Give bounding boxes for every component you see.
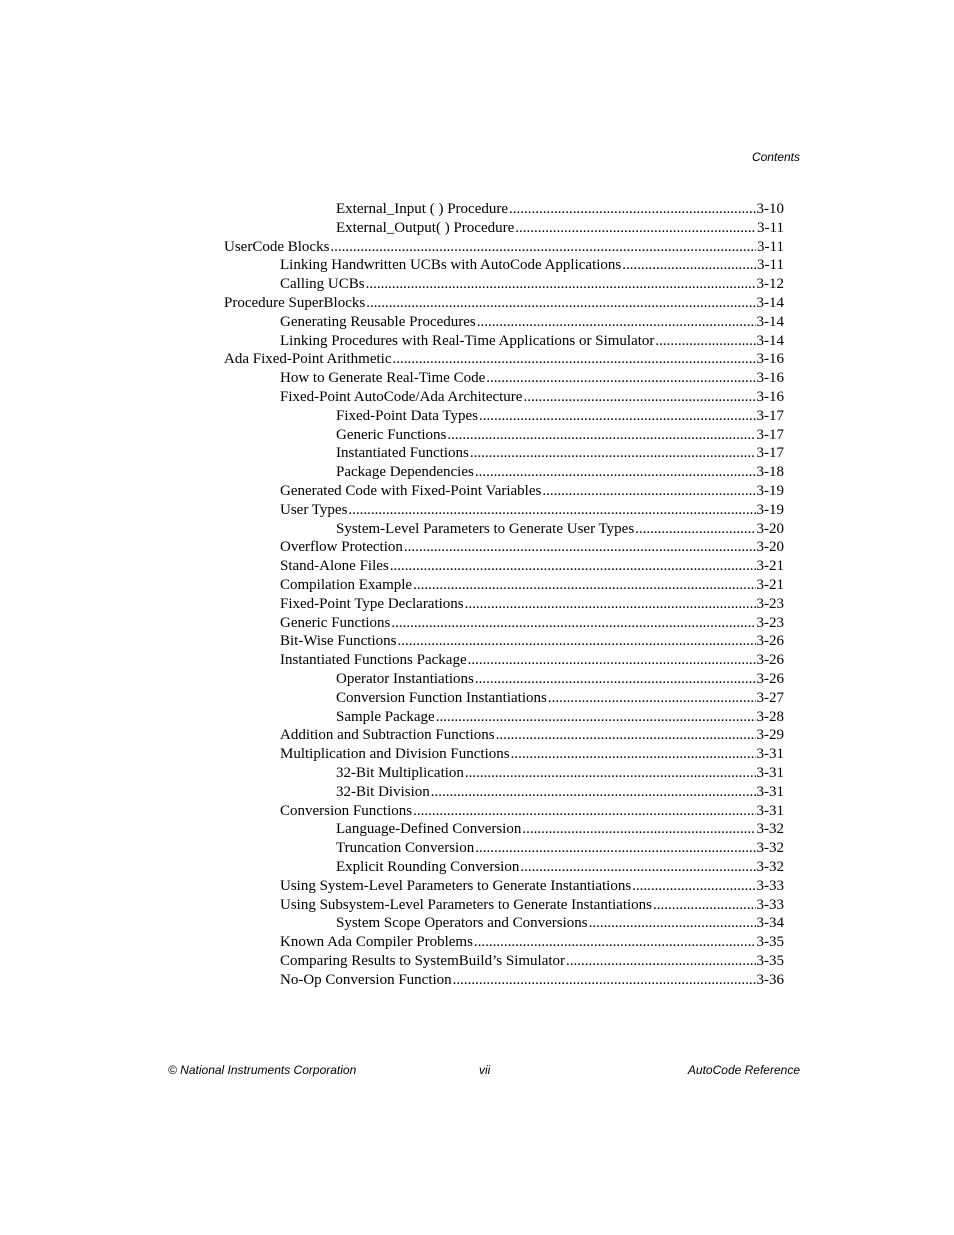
toc-dot-leader: [447, 426, 755, 445]
toc-entry-page: 3-19: [756, 483, 784, 499]
toc-entry[interactable]: [280, 802, 784, 821]
toc-entry-title: Language-Defined Conversion: [336, 821, 522, 838]
toc-entry-title: User Types: [280, 501, 348, 518]
toc-entry-title: Generating Reusable Procedures: [280, 313, 476, 330]
toc-entry-title: Explicit Rounding Conversion: [336, 859, 520, 875]
toc-entry-page: 3-35: [756, 934, 784, 951]
toc-entry-page: 3-31: [756, 783, 784, 800]
toc-entry-title: External_Input ( ) Procedure: [336, 201, 509, 217]
toc-dot-leader: [413, 576, 755, 595]
toc-entry[interactable]: [336, 708, 784, 727]
toc-entry[interactable]: [224, 350, 784, 369]
toc-entry-title: Instantiated Functions Package: [280, 652, 467, 669]
toc-entry-page: 3-11: [757, 219, 784, 236]
toc-entry[interactable]: [280, 651, 784, 670]
toc-dot-leader: [589, 914, 756, 933]
toc-entry-page: 3-26: [756, 633, 784, 650]
toc-entry[interactable]: [280, 632, 784, 651]
toc-entry-title: Compilation Example: [280, 577, 413, 593]
toc-entry[interactable]: [224, 238, 784, 257]
toc-entry-title: Stand-Alone Files: [280, 558, 389, 575]
toc-dot-leader: [465, 595, 756, 614]
toc-entry-page: 3-18: [756, 464, 784, 481]
toc-entry[interactable]: [280, 933, 784, 952]
toc-entry-title: Package Dependencies: [336, 464, 474, 481]
toc-dot-leader: [477, 313, 756, 332]
toc-dot-leader: [522, 820, 755, 839]
toc-dot-leader: [655, 332, 755, 351]
toc-entry[interactable]: [280, 369, 784, 388]
toc-entry[interactable]: [336, 914, 784, 933]
toc-entry-title: Linking Procedures with Real-Time Applications or Simulator: [280, 332, 655, 349]
toc-dot-leader: [465, 764, 756, 783]
toc-entry-page: 3-23: [756, 614, 784, 631]
toc-dot-leader: [391, 614, 755, 633]
toc-dot-leader: [366, 275, 756, 294]
toc-dot-leader: [496, 726, 756, 745]
toc-entry-page: 3-10: [756, 201, 784, 217]
toc-entry-page: 3-17: [756, 407, 784, 424]
toc-entry[interactable]: [336, 764, 784, 783]
toc-entry-page: 3-21: [756, 577, 784, 593]
toc-dot-leader: [431, 783, 756, 802]
toc-entry-title: Procedure SuperBlocks: [224, 295, 366, 311]
toc-dot-leader: [366, 294, 755, 313]
toc-entry[interactable]: [280, 896, 784, 915]
toc-entry[interactable]: [280, 595, 784, 614]
toc-entry-title: Using Subsystem-Level Parameters to Generate Instantiations: [280, 896, 652, 913]
toc-entry-page: 3-33: [756, 896, 784, 913]
toc-entry[interactable]: [336, 444, 784, 463]
toc-dot-leader: [468, 651, 756, 670]
toc-entry[interactable]: [336, 820, 784, 839]
toc-entry-title: Multiplication and Division Functions: [280, 746, 510, 763]
toc-entry-title: Using System-Level Parameters to Generate Instantiations: [280, 877, 632, 894]
toc-entry-page: 3-17: [756, 426, 784, 443]
toc-entry[interactable]: [280, 877, 784, 896]
toc-entry-page: 3-36: [756, 971, 784, 988]
toc-dot-leader: [413, 802, 755, 821]
toc-dot-leader: [475, 670, 756, 689]
toc-entry-title: Generic Functions: [336, 426, 447, 443]
toc-entry[interactable]: [280, 482, 784, 501]
toc-entry-title: Instantiated Functions: [336, 445, 469, 462]
toc-entry[interactable]: [336, 426, 784, 445]
toc-entry-page: 3-23: [756, 595, 784, 612]
toc-entry-page: 3-16: [756, 389, 784, 405]
toc-dot-leader: [653, 896, 756, 915]
toc-entry-page: 3-26: [756, 652, 784, 669]
toc-entry-title: Comparing Results to SystemBuild’s Simulator: [280, 953, 566, 969]
toc-entry[interactable]: [280, 275, 784, 294]
toc-entry[interactable]: [336, 670, 784, 689]
toc-entry[interactable]: [280, 388, 784, 407]
toc-entry[interactable]: [280, 745, 784, 764]
toc-entry[interactable]: [280, 971, 784, 990]
toc-entry-page: 3-34: [756, 915, 784, 932]
toc-entry[interactable]: [336, 200, 784, 219]
toc-dot-leader: [453, 971, 756, 990]
toc-entry-title: How to Generate Real-Time Code: [280, 370, 486, 387]
toc-entry[interactable]: [336, 520, 784, 539]
toc-entry-title: Overflow Protection: [280, 539, 403, 556]
toc-entry[interactable]: [336, 689, 784, 708]
toc-entry[interactable]: [336, 463, 784, 482]
toc-entry-title: Fixed-Point Type Declarations: [280, 595, 464, 612]
toc-entry-page: 3-20: [756, 539, 784, 556]
toc-dot-leader: [566, 952, 755, 971]
toc-entry-page: 3-31: [756, 802, 784, 819]
toc-entry-page: 3-14: [756, 313, 784, 330]
toc-entry-page: 3-28: [756, 708, 784, 725]
toc-entry-title: Conversion Function Instantiations: [336, 689, 547, 706]
footer-document-title: AutoCode Reference: [687, 1063, 800, 1077]
toc-entry-page: 3-31: [756, 746, 784, 763]
toc-entry-page: 3-17: [756, 445, 784, 462]
toc-dot-leader: [542, 482, 755, 501]
toc-entry-title: Known Ada Compiler Problems: [280, 934, 473, 951]
toc-entry-title: Generated Code with Fixed-Point Variables: [280, 483, 542, 499]
running-header: Contents: [751, 150, 800, 164]
toc-dot-leader: [635, 520, 755, 539]
toc-entry-title: Operator Instantiations: [336, 671, 474, 687]
toc-entry-title: UserCode Blocks: [224, 238, 330, 255]
toc-entry[interactable]: [280, 557, 784, 576]
toc-entry-page: 3-21: [756, 558, 784, 575]
toc-entry-page: 3-16: [756, 370, 784, 387]
toc-dot-leader: [392, 350, 755, 369]
toc-dot-leader: [511, 745, 756, 764]
toc-dot-leader: [548, 689, 756, 708]
toc-entry-title: Bit-Wise Functions: [280, 633, 397, 650]
toc-dot-leader: [404, 538, 756, 557]
toc-entry-title: Truncation Conversion: [336, 840, 475, 857]
toc-entry-page: 3-12: [756, 276, 784, 293]
toc-entry[interactable]: [280, 538, 784, 557]
toc-entry-title: Sample Package: [336, 708, 435, 725]
toc-entry-page: 3-11: [757, 257, 784, 274]
toc-entry-title: Fixed-Point Data Types: [336, 407, 478, 424]
toc-dot-leader: [390, 557, 756, 576]
toc-entry[interactable]: [336, 839, 784, 858]
toc-dot-leader: [348, 501, 755, 520]
toc-dot-leader: [470, 444, 756, 463]
toc-entry-title: Generic Functions: [280, 614, 391, 631]
toc-entry-title: Fixed-Point AutoCode/Ada Architecture: [280, 389, 523, 405]
toc-dot-leader: [474, 933, 756, 952]
page-footer: [168, 1062, 800, 1078]
toc-entry-page: 3-32: [756, 859, 784, 875]
toc-entry-title: No-Op Conversion Function: [280, 971, 452, 988]
toc-entry[interactable]: [336, 219, 784, 238]
toc-entry[interactable]: [336, 407, 784, 426]
toc-entry[interactable]: [280, 313, 784, 332]
toc-entry[interactable]: [280, 501, 784, 520]
toc-dot-leader: [515, 219, 756, 238]
toc-entry-page: 3-11: [757, 238, 784, 255]
toc-entry[interactable]: [280, 726, 784, 745]
toc-dot-leader: [523, 388, 755, 407]
toc-dot-leader: [622, 256, 756, 275]
footer-copyright: © National Instruments Corporation: [168, 1063, 357, 1077]
toc-entry-title: Addition and Subtraction Functions: [280, 727, 495, 744]
footer-page-number: vii: [479, 1063, 491, 1077]
toc-entry-page: 3-32: [756, 840, 784, 857]
toc-entry-title: System-Level Parameters to Generate User Types: [336, 520, 635, 537]
toc-dot-leader: [397, 632, 755, 651]
toc-entry[interactable]: [280, 332, 784, 351]
toc-entry-page: 3-16: [756, 351, 784, 368]
toc-entry[interactable]: [336, 858, 784, 877]
toc-entry[interactable]: [336, 783, 784, 802]
toc-dot-leader: [509, 200, 755, 219]
toc-dot-leader: [475, 463, 756, 482]
toc-entry-page: 3-26: [756, 671, 784, 687]
toc-entry-page: 3-20: [756, 520, 784, 537]
toc-dot-leader: [436, 708, 756, 727]
toc-entry-title: External_Output( ) Procedure: [336, 219, 515, 236]
toc-entry-page: 3-27: [756, 689, 784, 706]
toc-dot-leader: [479, 407, 756, 426]
toc-entry-page: 3-14: [756, 332, 784, 349]
toc-entry-title: Linking Handwritten UCBs with AutoCode Applications: [280, 257, 622, 274]
toc-dot-leader: [520, 858, 755, 877]
toc-entry-page: 3-29: [756, 727, 784, 744]
toc-entry[interactable]: [280, 576, 784, 595]
toc-entry-title: 32-Bit Division: [336, 783, 430, 800]
toc-dot-leader: [486, 369, 755, 388]
toc-entry-title: Calling UCBs: [280, 276, 365, 293]
toc-entry[interactable]: [280, 952, 784, 971]
toc-entry-page: 3-19: [756, 501, 784, 518]
toc-entry-page: 3-31: [756, 765, 784, 781]
toc-entry[interactable]: [224, 294, 784, 313]
toc-entry-page: 3-35: [756, 953, 784, 969]
toc-entry-title: Ada Fixed-Point Arithmetic: [224, 351, 392, 368]
toc-entry-title: 32-Bit Multiplication: [336, 765, 464, 781]
toc-dot-leader: [632, 877, 755, 896]
toc-entry[interactable]: [280, 256, 784, 275]
toc-entry-title: Conversion Functions: [280, 802, 413, 819]
toc-entry[interactable]: [280, 614, 784, 633]
toc-entry-page: 3-14: [756, 295, 784, 311]
toc-entry-page: 3-32: [756, 821, 784, 838]
toc-entry-page: 3-33: [756, 877, 784, 894]
toc-dot-leader: [475, 839, 755, 858]
toc-dot-leader: [330, 238, 756, 257]
toc-entry-title: System Scope Operators and Conversions: [336, 915, 588, 932]
